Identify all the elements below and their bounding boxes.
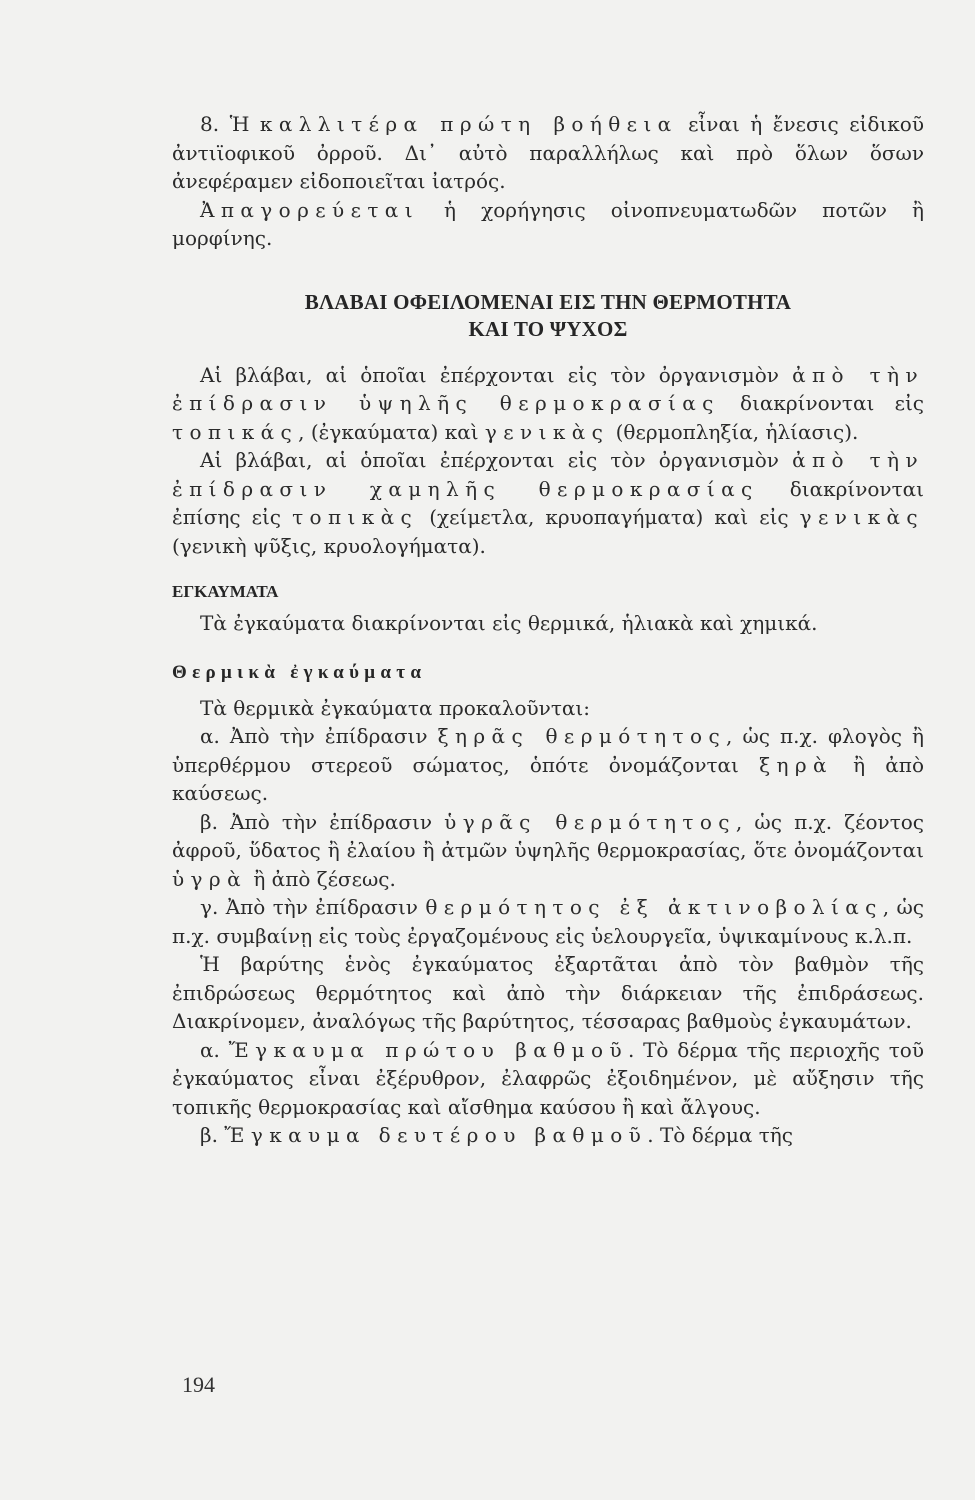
list-item-first-degree: α. Ἔγκαυμα πρώτου βαθμοῦ. Τὸ δέρμα τῆς περιοχῆς τοῦ ἐγκαύματος εἶναι ἐξέρυθρον, ἐλαφρῶς ἐξοιδημένον, μὲ αὔξησιν τῆς τοπικῆς θερμοκρασίας καὶ αἴσθημα καύσου ἢ καὶ ἄλγους. <box>172 1037 924 1119</box>
paragraph-cold-damage: Αἱ βλάβαι, αἱ ὁποῖαι ἐπέρχονται εἰς τὸν ὀργανισμὸν ἀπὸ τὴν ἐπίδρασιν χαμηλῆς θερμοκρασίας διακρίνονται ἐπίσης εἰς τοπικὰς (χείμετλα, κρυοπαγήματα) καὶ εἰς γενικὰς (γενικὴ ψῦξις, κρυολογήματα). <box>172 448 924 558</box>
spaced-emphasis: γενικὰς <box>484 419 610 444</box>
spaced-emphasis: ἀπὸ τὴν ἐπίδρασιν ὑψηλῆς θερμοκρασίας <box>172 362 924 415</box>
spaced-emphasis: τοπικάς <box>172 419 299 444</box>
section-heading-line-1: ΒΛΑΒΑΙ ΟΦΕΙΛΟΜΕΝΑΙ ΕΙΣ ΤΗΝ ΘΕΡΜΟΤΗΤΑ <box>304 289 792 314</box>
paragraph-burn-types: Τὰ ἐγκαύματα διακρίνονται εἰς θερμικά, ἡλιακὰ καὶ χημικά. <box>200 610 818 635</box>
list-item-dry-heat: α. Ἀπὸ τὴν ἐπίδρασιν ξηρᾶς θερμότητος, ὡς π.χ. φλογὸς ἢ ὑπερθέρμου στερεοῦ σώματος, ὁπότε ὀνομάζονται ξηρὰ ἢ ἀπὸ καύσεως. <box>172 724 924 805</box>
section-heading-line-2: ΚΑΙ ΤΟ ΨΥΧΟΣ <box>468 316 628 341</box>
spaced-emphasis: ξηρᾶς θερμότητος <box>437 724 727 748</box>
paragraph-prohibition: Ἀπαγορεύεται ἡ χορήγησις οἰνοπνευματωδῶν ποτῶν ἢ μορφίνης. <box>172 197 924 250</box>
spaced-emphasis: καλλιτέρα πρώτη βοήθεια <box>259 112 678 136</box>
paragraph-heat-damage: Αἱ βλάβαι, αἱ ὁποῖαι ἐπέρχονται εἰς τὸν ὀργανισμὸν ἀπὸ τὴν ἐπίδρασιν ὑψηλῆς θερμοκρασίας διακρίνονται εἰς τοπικάς, (ἐγκαύματα) καὶ γενικὰς (θερμοπληξία, ἡλίασις). <box>172 362 924 444</box>
list-item-second-degree: β. Ἔγκαυμα δευτέρου βαθμοῦ. Τὸ δέρμα τῆς <box>200 1123 793 1147</box>
page-number: 194 <box>182 1372 215 1397</box>
spaced-emphasis: γενικὰς <box>799 505 924 529</box>
spaced-emphasis: ἀπὸ τὴν ἐπίδρασιν χαμηλῆς θερμοκρασίας <box>172 448 924 501</box>
spaced-emphasis: Ἔγκαυμα δευτέρου βαθμοῦ <box>224 1123 648 1147</box>
spaced-emphasis: Ἔγκαυμα πρώτου βαθμοῦ <box>228 1037 629 1062</box>
spaced-emphasis: ὑγρᾶς θερμότητος <box>444 809 736 834</box>
subheading-thermal-burns: Θερμικὰ ἐγκαύματα <box>172 662 427 683</box>
list-item-radiation-heat: γ. Ἀπὸ τὴν ἐπίδρασιν θερμότητος ἐξ ἀκτινοβολίας, ὡς π.χ. συμβαίνῃ εἰς τοὺς ἐργαζομένους εἰς ὑελουργεῖα, ὑψικαμίνους κ.λ.π. <box>172 895 924 948</box>
paragraph-burn-severity: Ἡ βαρύτης ἑνὸς ἐγκαύματος ἐξαρτᾶται ἀπὸ τὸν βαθμὸν τῆς ἐπιδρώσεως θερμότητος καὶ ἀπὸ τὴν διάρκειαν τῆς ἐπιδράσεως. Διακρίνομεν, ἀναλόγως τῆς βαρύτητος, τέσσαρας βαθμοὺς ἐγκαυμάτων. <box>172 952 924 1033</box>
spaced-emphasis: τοπικὰς <box>292 505 419 529</box>
spaced-emphasis: θερμότητος ἐξ ἀκτινοβολίας <box>425 895 883 919</box>
spaced-emphasis: ὑγρὰ <box>172 866 247 891</box>
paragraph-thermal-causes: Τὰ θερμικὰ ἐγκαύματα προκαλοῦνται: <box>200 695 590 720</box>
spaced-emphasis: ξηρὰ <box>759 752 833 777</box>
subheading-burns: ΕΓΚΑΥΜΑΤΑ <box>172 582 279 601</box>
page-body <box>172 110 924 1150</box>
spaced-emphasis: Ἀπαγορεύεται <box>200 197 419 222</box>
section-heading <box>172 289 924 343</box>
list-item-wet-heat: β. Ἀπὸ τὴν ἐπίδρασιν ὑγρᾶς θερμότητος, ὡς π.χ. ζέοντος ἀφροῦ, ὕδατος ἢ ἐλαίου ἢ ἀτμῶν ὑψηλῆς θερμοκρασίας, ὅτε ὀνομάζονται ὑγρὰ ἢ ἀπὸ ζέσεως. <box>172 809 924 891</box>
paragraph-first-aid: 8. Ἡ καλλιτέρα πρώτη βοήθεια εἶναι ἡ ἔνεσις εἰδικοῦ ἀντιϊοφικοῦ ὀρροῦ. Δι᾽ αὐτὸ παραλλήλως καὶ πρὸ ὅλων ὅσων ἀνεφέραμεν εἰδοποιεῖται ἰατρός. <box>172 112 924 193</box>
